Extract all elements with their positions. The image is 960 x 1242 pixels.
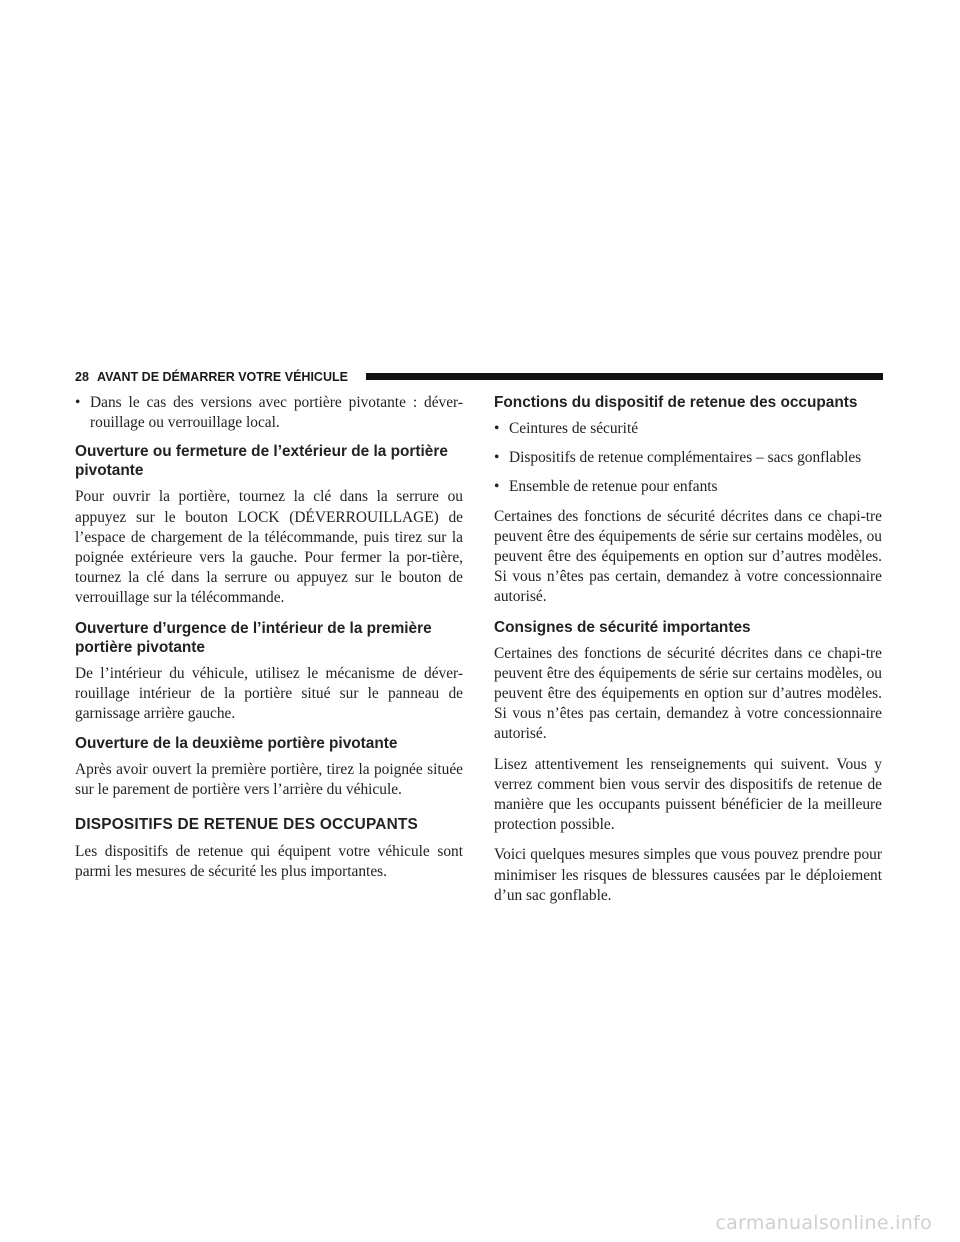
section-title: AVANT DE DÉMARRER VOTRE VÉHICULE — [97, 370, 348, 384]
heading-exterior: Ouverture ou fermeture de l’extérieur de la portière pivotante — [75, 443, 448, 480]
paragraph-restraints: Les dispositifs de retenue qui équipent votre véhicule sont parmi les mesures de sécurité les plus importantes. — [75, 842, 463, 880]
left-column — [75, 393, 463, 892]
bullet-list-left — [75, 393, 463, 433]
paragraph-functions: Certaines des fonctions de sécurité décrites dans ce chapi-tre peuvent être des équipements de série sur certains modèles, ou peuvent être des équipements en option sur d’autres modèles. Si vous n’êtes pas certain, demandez à votre concessionnaire autorisé. — [494, 507, 882, 606]
heading-second-door: Ouverture de la deuxième portière pivotante — [75, 735, 398, 753]
paragraph-emergency: De l’intérieur du véhicule, utilisez le mécanisme de déver-rouillage intérieur de la portière situé sur le panneau de garnissage arrière gauche. — [75, 664, 463, 723]
heading-emergency: Ouverture d’urgence de l’intérieur de la première portière pivotante — [75, 619, 432, 656]
page-number: 28 — [75, 370, 89, 384]
right-column — [494, 393, 882, 916]
list-item: • Dans le cas des versions avec portière pivotante : déver-rouillage ou verrouillage local. — [75, 394, 463, 432]
page-header — [75, 370, 883, 386]
paragraph-exterior: Pour ouvrir la portière, tournez la clé dans la serrure ou appuyez sur le bouton LOCK (DÉVERROUILLAGE) de l’espace de chargement de la télécommande, puis tirez sur la poignée extérieure vers la gauche. Pour fermer la por-tière, tournez la clé dans la serrure ou appuyez sur le bouton de verrouillage sur la télécommande. — [75, 488, 463, 607]
list-item: • Ensemble de retenue pour enfants — [494, 477, 882, 497]
paragraph-safety-1: Certaines des fonctions de sécurité décrites dans ce chapi-tre peuvent être des équipements de série sur certains modèles, ou peuvent être des équipements en option sur d’autres modèles. Si vous n’êtes pas certain, demandez à votre concessionnaire autorisé. — [494, 644, 882, 743]
bullet-icon: • — [75, 394, 81, 411]
watermark: carmanualsonline.info — [715, 1212, 932, 1234]
bullet-list-right — [494, 419, 882, 498]
bullet-icon: • — [494, 478, 500, 496]
bullet-icon: • — [494, 449, 500, 467]
list-item: • Dispositifs de retenue complémentaires – sacs gonflables — [494, 448, 882, 468]
heading-restraints: DISPOSITIFS DE RETENUE DES OCCUPANTS — [75, 815, 418, 833]
header-rule — [366, 373, 883, 380]
bullet-icon: • — [494, 420, 500, 437]
paragraph-safety-2: Lisez attentivement les renseignements qui suivent. Vous y verrez comment bien vous servir des dispositifs de retenue de manière que les occupants puissent bénéficier de la meilleure protection possible. — [494, 755, 882, 834]
list-item: • Ceintures de sécurité — [494, 419, 882, 439]
heading-functions: Fonctions du dispositif de retenue des occupants — [494, 394, 858, 411]
paragraph-second-door: Après avoir ouvert la première portière, tirez la poignée située sur le parement de portière vers l’arrière du véhicule. — [75, 761, 463, 799]
heading-safety: Consignes de sécurité importantes — [494, 618, 751, 636]
paragraph-safety-3: Voici quelques mesures simples que vous pouvez prendre pour minimiser les risques de blessures causées par le déploiement d’un sac gonflable. — [494, 846, 882, 904]
